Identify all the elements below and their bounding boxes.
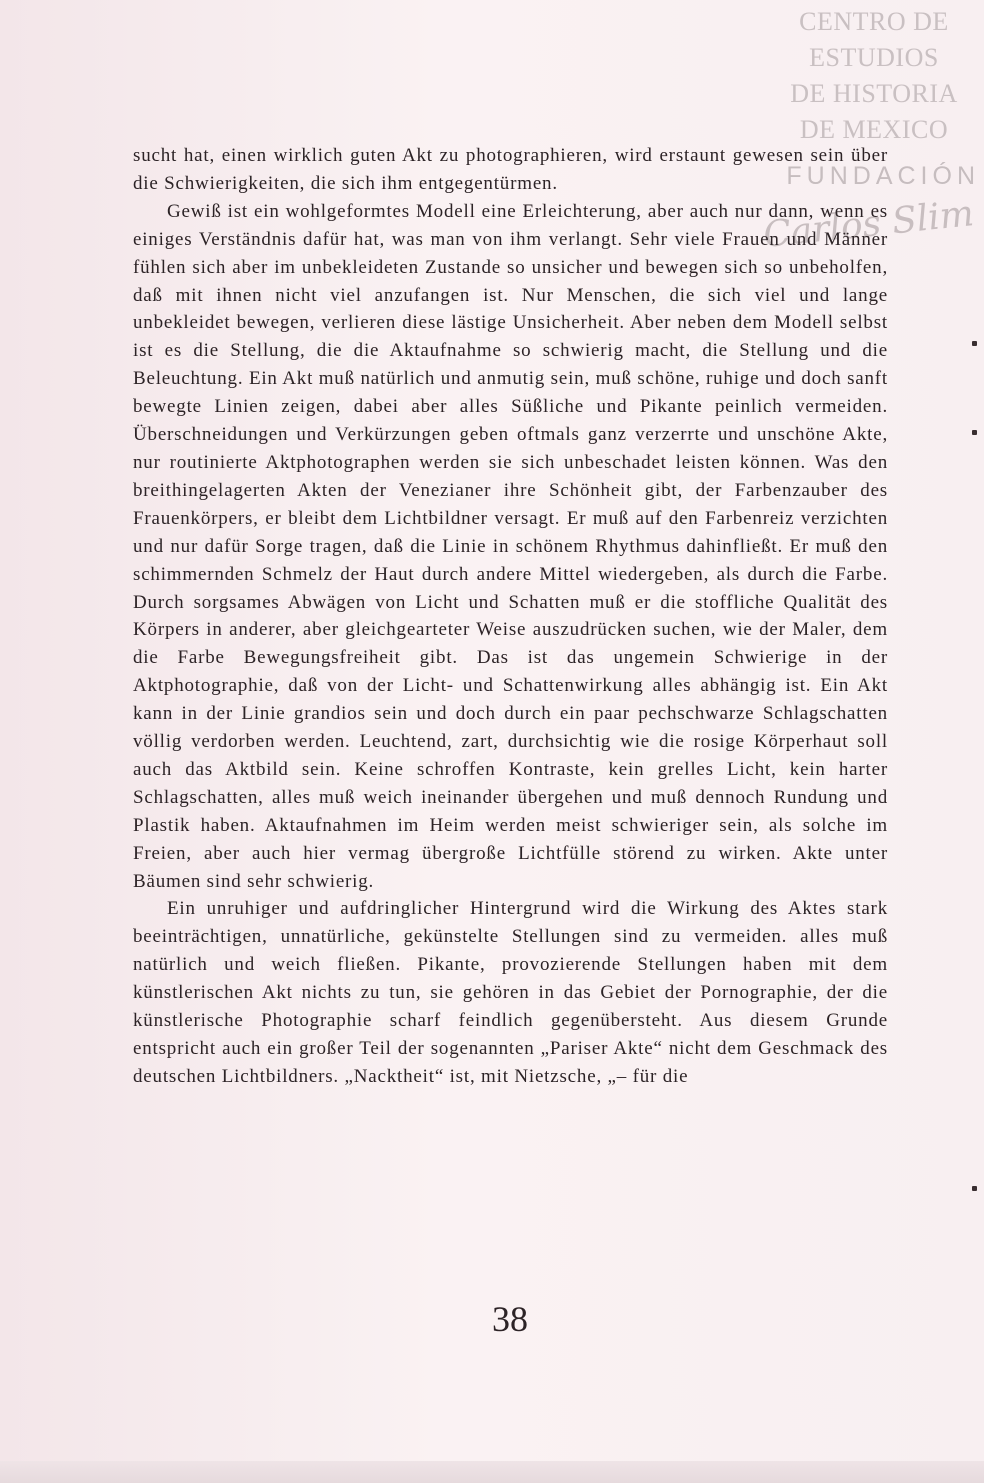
margin-mark: [972, 430, 977, 435]
paragraph-2: Gewiß ist ein wohlgeformtes Modell eine Erleichterung, aber auch nur dann, wenn es einiges Verständnis dafür hat, was man von ihm verlangt. Sehr viele Frauen und Männer fühlen sich aber im unbekleideten Zustande so unsicher und bewegen sich so unbeholfen, daß mit ihnen nicht viel anzufangen ist. Nur Menschen, die sich viel und lange unbekleidet bewegen, verlieren diese lästige Unsicherheit. Aber neben dem Modell selbst ist es die Stellung, die die Aktaufnahme so schwierig macht, die Stellung und die Beleuchtung. Ein Akt muß natürlich und anmutig sein, muß schöne, ruhige und doch sanft bewegte Linien zeigen, dabei aber alles Süßliche und Pikante peinlich vermeiden. Überschneidungen und Verkürzungen geben oftmals ganz verzerrte und unschöne Akte, nur routinierte Aktphotographen werden sie sich unbeschadet leisten können. Was den breithingelagerten Akten der Venezianer ihre Schönheit gibt, der Farbenzauber des Frauenkörpers, er bleibt dem Lichtbildner versagt. Er muß auf den Farbenreiz verzichten und nur dafür Sorge tragen, daß die Linie in schönem Rhythmus dahinfließt. Er muß den schimmernden Schmelz der Haut durch andere Mittel wiedergeben, als durch die Farbe. Durch sorgsames Abwägen von Licht und Schatten muß er die stoffliche Qualität des Körpers in anderer, aber gleichgearteter Weise auszudrücken suchen, wie der Maler, dem die Farbe Bewegungsfreiheit gibt. Das ist das ungemein Schwierige in der Aktphotographie, daß von der Licht- und Schattenwirkung alles abhängig ist. Ein Akt kann in der Linie grandios sein und doch durch ein paar pechschwarze Schlagschatten völlig verdorben werden. Leuchtend, zart, durchsichtig wie die rosige Körperhaut soll auch das Aktbild sein. Keine schroffen Kontraste, kein grelles Licht, kein harter Schlagschatten, alles muß weich ineinander übergehen und muß dennoch Rundung und Plastik haben. Aktaufnahmen im Heim werden meist schwieriger sein, als solche im Freien, aber auch hier vermag übergroße Lichtfülle störend zu wirken. Akte unter Bäumen sind sehr schwierig.: [133, 200, 888, 892]
watermark-line-3: DE HISTORIA: [790, 79, 958, 108]
paragraph-3: Ein unruhiger und aufdringlicher Hintergrund wird die Wirkung des Aktes stark beeinträchtigen, unnatürliche, gekünstelte Stellungen sind zu vermeiden. alles muß natürlich und weich fließen. Pikante, provozierende Stellungen haben mit dem künstlerischen Akt nichts zu tun, sie gehören in das Gebiet der Pornographie, der die künstlerische Photographie scharf feindlich gegenübersteht. Aus diesem Grunde entspricht auch ein großer Teil der sogenannten „Pariser Akte“ nicht dem Geschmack des deutschen Lichtbildners. „Nacktheit“ ist, mit Nietzsche, „– für die: [133, 898, 888, 1087]
page-bottom-edge: [0, 1461, 984, 1483]
paragraph-1: sucht hat, einen wirklich guten Akt zu photographieren, wird erstaunt gewesen sein über die Schwierigkeiten, die sich ihm entgegentürmen.: [133, 145, 888, 194]
archive-watermark: [774, 4, 974, 148]
body-text: [133, 142, 888, 1091]
watermark-line-1: CENTRO DE: [799, 7, 949, 36]
watermark-foundation: FUNDACIÓN: [786, 162, 980, 190]
watermark-line-2: ESTUDIOS: [809, 43, 939, 72]
margin-mark: [972, 341, 977, 346]
page-number: 38: [492, 1299, 528, 1339]
watermark-line-4: DE MEXICO: [799, 115, 949, 144]
watermark-signature: Carlos Slim: [761, 193, 976, 256]
margin-mark: [972, 1186, 977, 1191]
